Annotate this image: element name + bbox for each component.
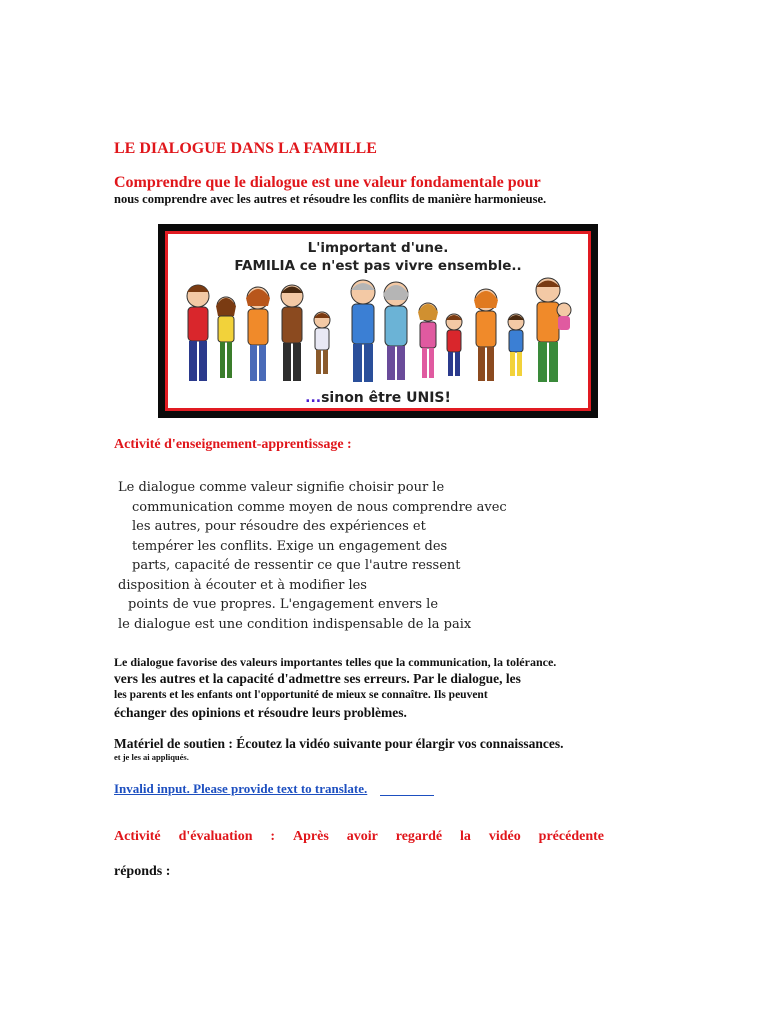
figure-grandmother <box>383 282 409 380</box>
poster-line-2: FAMILIA ce n'est pas vivre ensemble.. <box>234 258 522 274</box>
figure-girl-pink <box>418 303 438 378</box>
poster-dots: ... <box>305 390 322 406</box>
figure-father-right <box>536 278 571 382</box>
support-note: et je les ai appliqués. <box>114 752 189 762</box>
paragraph-line-1: Le dialogue favorise des valeurs importantes telles que la communication, la tolérance. <box>114 655 557 669</box>
paragraph-line-4: échanger des opinions et résoudre leurs problèmes. <box>114 705 407 720</box>
eval-word: avoir <box>346 829 378 844</box>
scan-line: points de vue propres. L'engagement envers le <box>128 597 439 612</box>
evaluation-heading <box>114 829 604 845</box>
scan-line: tempérer les conflits. Exige un engagement des <box>132 538 448 554</box>
poster-line-3-text: sinon être UNIS! <box>321 390 451 406</box>
figure-small-boy-2 <box>446 314 462 376</box>
activity-heading: Activité d'enseignement-apprentissage : <box>114 437 352 452</box>
page-title: LE DIALOGUE DANS LA FAMILLE <box>114 140 377 157</box>
video-link[interactable]: Invalid input. Please provide text to translate. <box>114 781 368 796</box>
figure-mother-right <box>474 289 498 381</box>
scan-line: communication comme moyen de nous comprendre avec <box>132 499 507 515</box>
eval-word: précédente <box>538 829 604 844</box>
figure-father <box>187 285 209 381</box>
eval-word: regardé <box>395 829 443 844</box>
eval-word: la <box>460 829 471 844</box>
family-illustration <box>168 270 591 390</box>
poster-line-1: L'important d'une. <box>307 240 449 256</box>
figure-small-boy <box>314 312 330 374</box>
figure-girl-yellow <box>216 297 236 378</box>
poster-line-3 <box>168 390 588 406</box>
eval-word: : <box>270 829 276 844</box>
subtitle: Comprendre que le dialogue est une valeur fondamentale pour <box>114 174 541 191</box>
scanned-text-block <box>118 478 507 634</box>
reponds-label: réponds : <box>114 864 171 879</box>
family-poster <box>158 224 598 418</box>
scan-line: parts, capacité de ressentir ce que l'autre ressent <box>132 558 461 573</box>
paragraph-line-2: vers les autres et la capacité d'admettre ses erreurs. Par le dialogue, les <box>114 671 521 686</box>
link-underline-tail <box>380 795 434 796</box>
scan-line: les autres, pour résoudre des expériences et <box>132 519 426 534</box>
scan-line: disposition à écouter et à modifier les <box>118 577 367 593</box>
poster-frame <box>165 231 591 411</box>
eval-word: Activité <box>114 829 161 844</box>
scan-line: Le dialogue comme valeur signifie choisir pour le <box>118 480 445 495</box>
figure-man-brown <box>281 285 303 381</box>
eval-word: Après <box>293 829 329 844</box>
eval-word: vidéo <box>488 829 521 844</box>
paragraph-line-3: les parents et les enfants ont l'opportunité de mieux se connaître. Ils peuvent <box>114 689 488 701</box>
support-material: Matériel de soutien : Écoutez la vidéo suivante pour élargir vos connaissances. <box>114 736 564 751</box>
figure-mother-orange <box>246 287 270 381</box>
eval-word: d'évaluation <box>178 829 253 844</box>
subtitle-continuation: nous comprendre avec les autres et résoudre les conflits de manière harmonieuse. <box>114 192 547 206</box>
scan-line: le dialogue est une condition indispensable de la paix <box>118 616 472 632</box>
figure-grandfather <box>351 280 375 382</box>
figure-kid-blue <box>508 314 524 376</box>
